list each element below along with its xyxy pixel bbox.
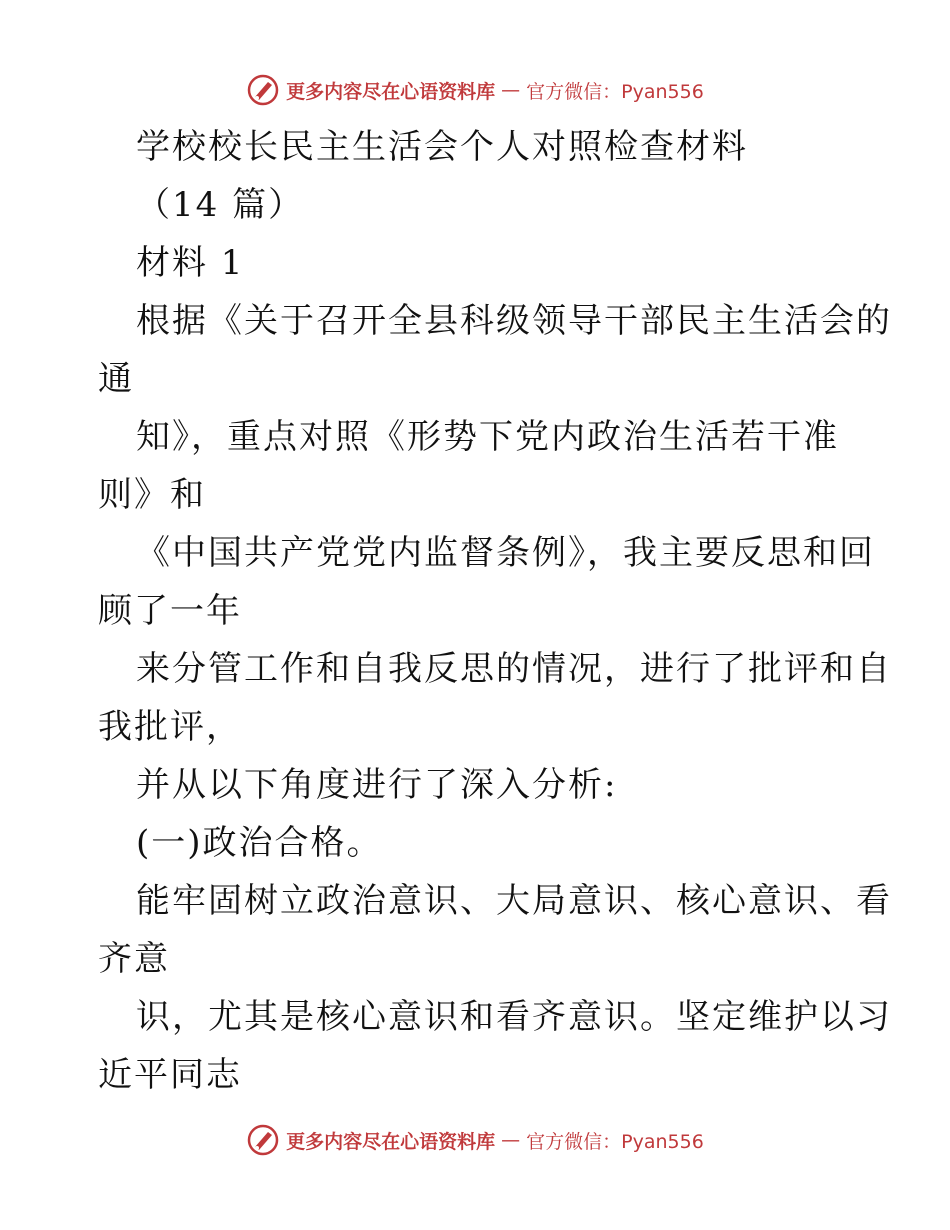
paragraph-line: 并从以下角度进行了深入分析: — [136, 765, 618, 805]
watermark-brand: 更多内容尽在心语资料库 — [286, 1130, 496, 1153]
paragraph-line: 则》和 — [98, 475, 206, 515]
watermark-contact: 官方微信：Pyan556 — [526, 80, 704, 103]
watermark-brand: 更多内容尽在心语资料库 — [286, 80, 496, 103]
section-heading: 材料 1 — [136, 243, 245, 283]
document-subtitle: （14 篇） — [136, 185, 305, 225]
pen-logo-icon — [246, 73, 280, 107]
subsection-heading: (一)政治合格。 — [136, 823, 383, 863]
watermark-header — [0, 70, 950, 110]
pen-logo-icon — [246, 1123, 280, 1157]
paragraph-line: 通 — [98, 359, 134, 399]
paragraph-line: 我批评， — [98, 707, 242, 747]
watermark-footer — [0, 1120, 950, 1160]
paragraph-line: 知》，重点对照《形势下党内政治生活若干准 — [136, 417, 839, 457]
watermark-separator: — — [501, 79, 521, 101]
paragraph-line: 根据《关于召开全县科级领导干部民主生活会的 — [136, 301, 892, 341]
paragraph-line: 来分管工作和自我反思的情况，进行了批评和自 — [136, 649, 892, 689]
watermark-contact: 官方微信：Pyan556 — [526, 1130, 704, 1153]
paragraph-line: 顾了一年 — [98, 591, 242, 631]
paragraph-line: 识，尤其是核心意识和看齐意识。坚定维护以习 — [136, 997, 892, 1037]
watermark-separator: — — [501, 1129, 521, 1151]
paragraph-line: 《中国共产党党内监督条例》，我主要反思和回 — [136, 533, 875, 573]
document-title: 学校校长民主生活会个人对照检查材料 — [136, 127, 748, 167]
paragraph-line: 近平同志 — [98, 1055, 242, 1095]
paragraph-line: 能牢固树立政治意识、大局意识、核心意识、看 — [136, 881, 892, 921]
paragraph-line: 齐意 — [98, 939, 170, 979]
